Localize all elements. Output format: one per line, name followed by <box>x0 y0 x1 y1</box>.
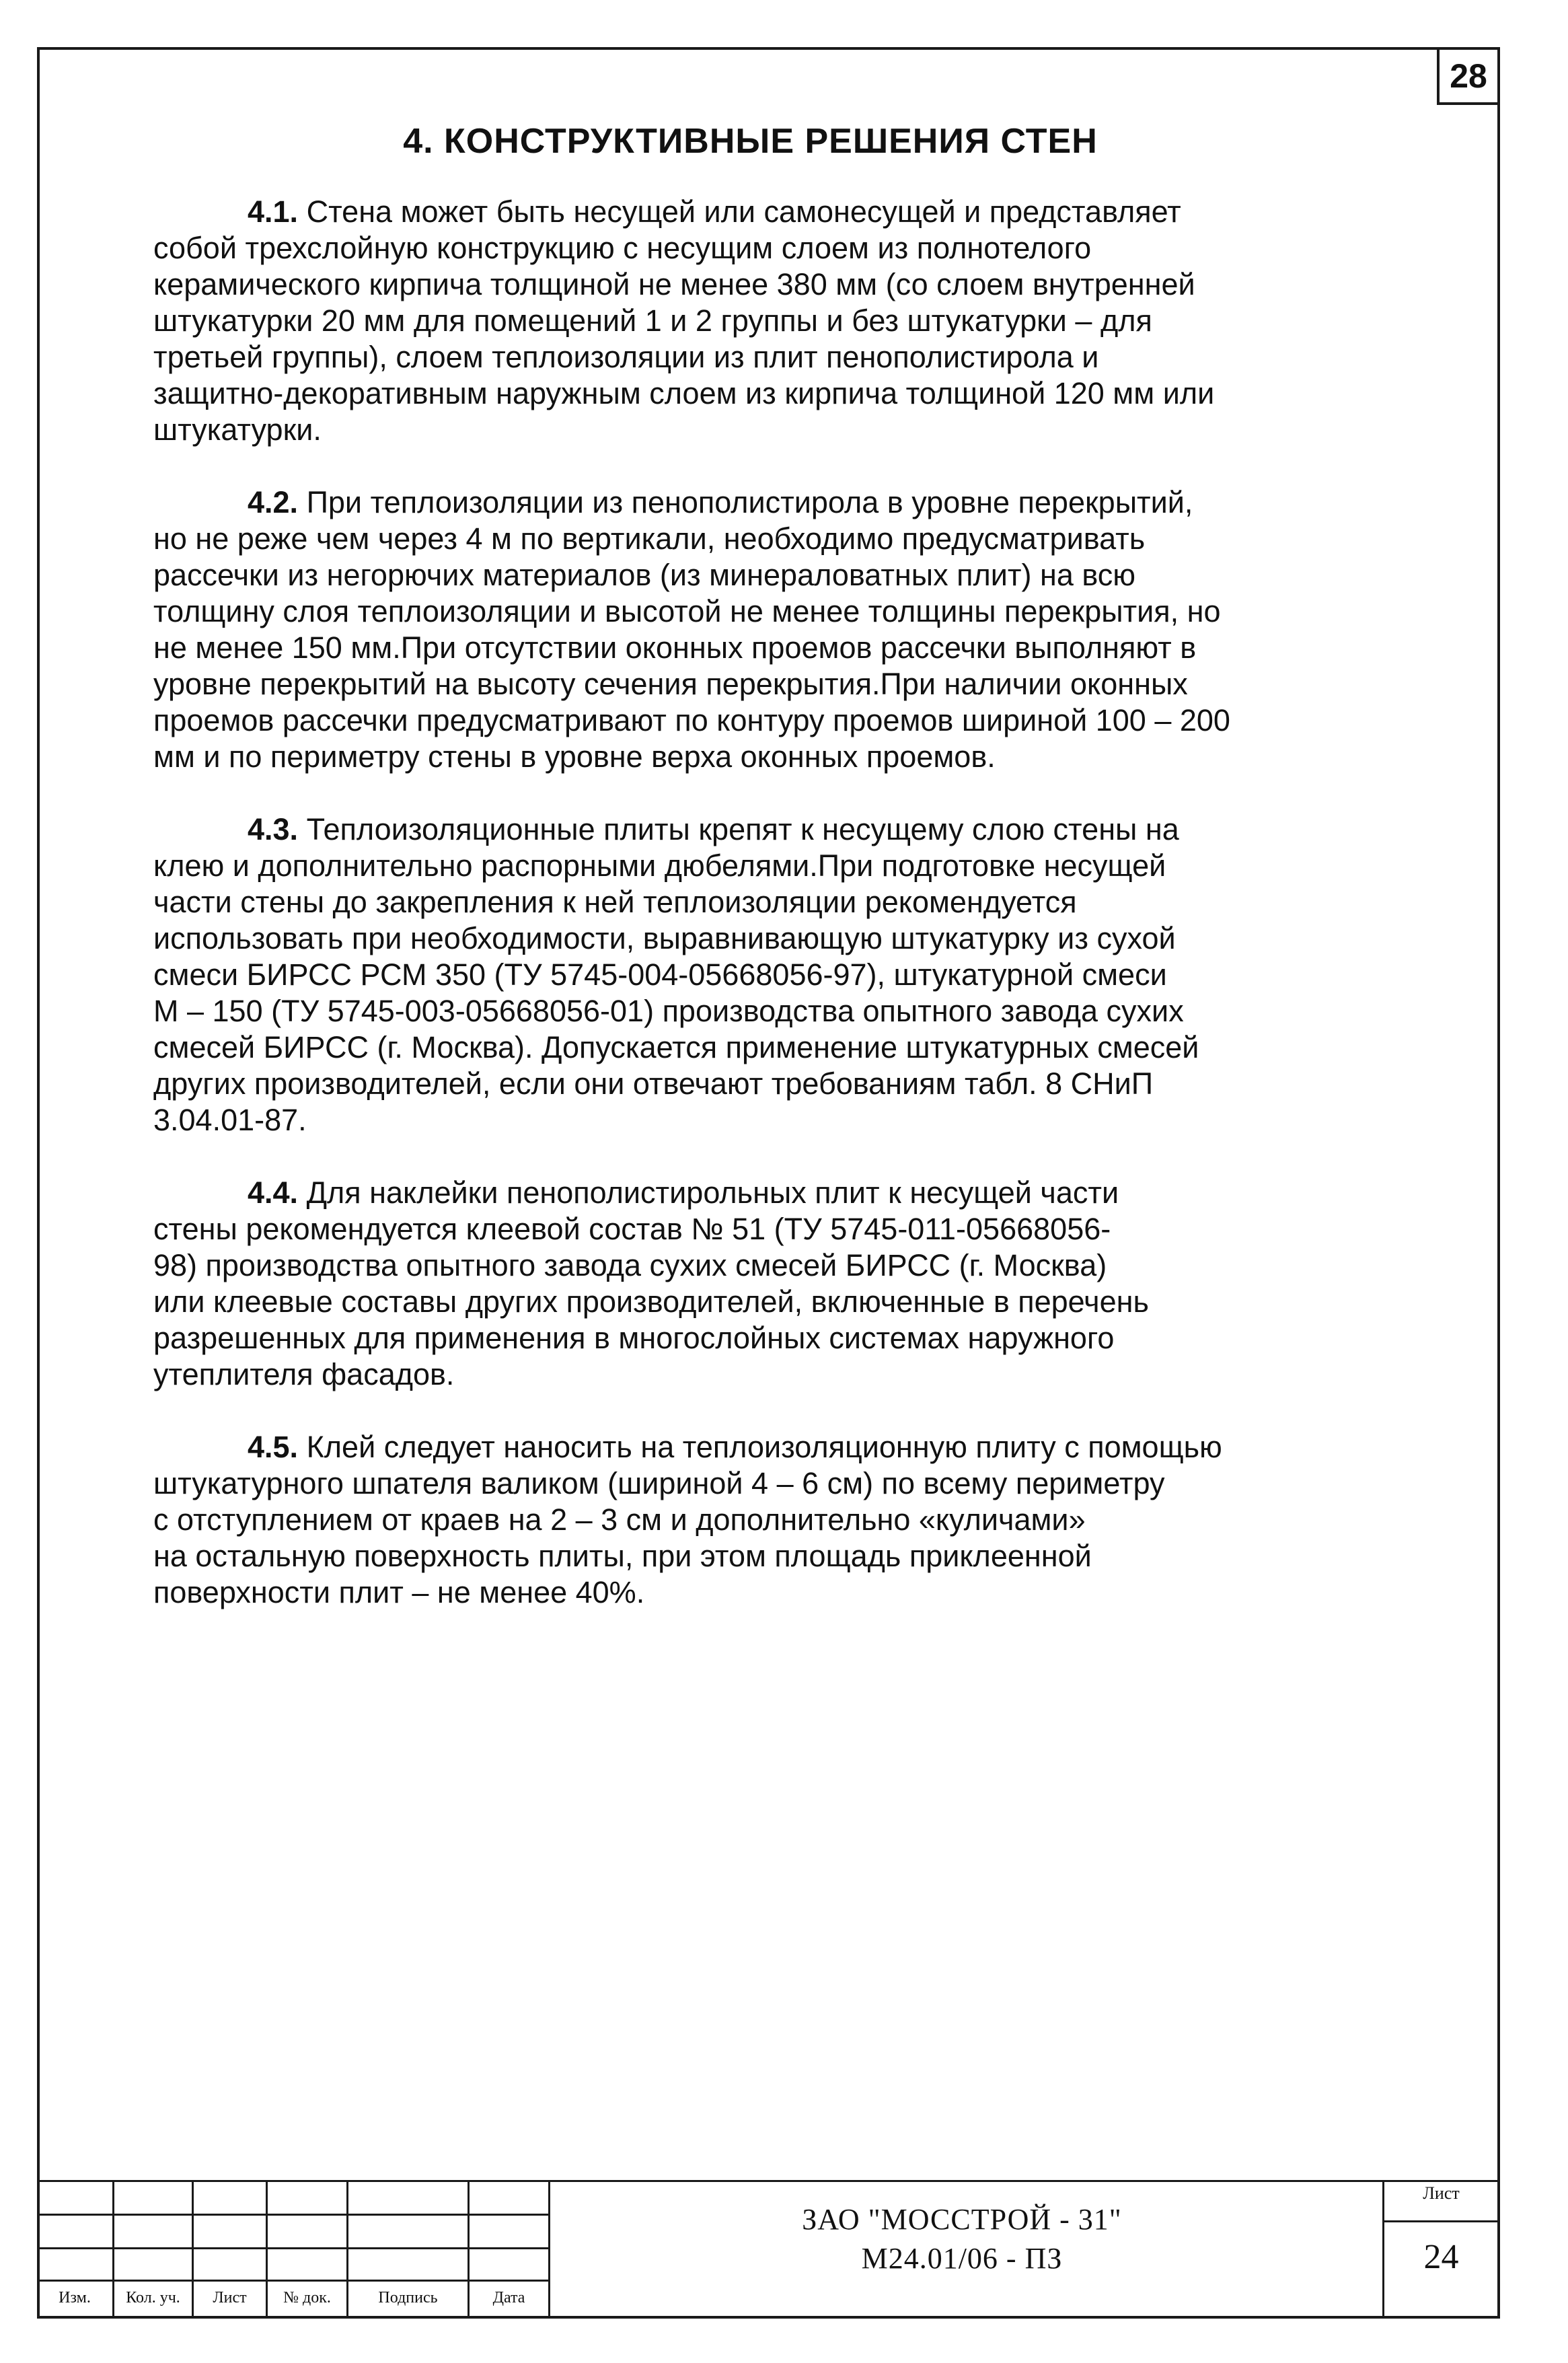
paragraph-line <box>153 194 1357 230</box>
paragraph-text: Стена может быть несущей или самонесущей и представляет <box>298 194 1181 229</box>
paragraph-line: использовать при необходимости, выравнивающую штукатурку из сухой <box>153 921 1176 955</box>
paragraph-number: 4.2. <box>248 485 299 519</box>
paragraph-line: толщину слоя теплоизоляции и высотой не менее толщины перекрытия, но <box>153 594 1221 628</box>
paragraph-line: М – 150 (ТУ 5745-003-05668056-01) производства опытного завода сухих <box>153 994 1184 1028</box>
paragraph-line: штукатурки 20 мм для помещений 1 и 2 группы и без штукатурки – для <box>153 303 1152 338</box>
sheet-number: 24 <box>1423 2238 1459 2276</box>
paragraph-line <box>153 811 1357 848</box>
sheet-label: Лист <box>1423 2183 1460 2203</box>
paragraph-line <box>153 484 1357 521</box>
paragraph-number: 4.4. <box>248 1175 299 1210</box>
paragraph-line: клею и дополнительно распорными дюбелями.При подготовке несущей <box>153 848 1166 883</box>
paragraph-text: Для наклейки пенополистирольных плит к несущей части <box>298 1175 1119 1210</box>
col-signature: Подпись <box>378 2288 438 2306</box>
paragraph-line: но не реже чем через 4 м по вертикали, необходимо предусматривать <box>153 521 1146 556</box>
paragraph-line: защитно-декоративным наружным слоем из кирпича толщиной 120 мм или <box>153 376 1215 410</box>
paragraph-line: мм и по периметру стены в уровне верха оконных проемов. <box>153 739 996 774</box>
paragraph-line: части стены до закрепления к ней теплоизоляции рекомендуется <box>153 885 1077 919</box>
title-block <box>37 2180 1500 2319</box>
paragraph-line: других производителей, если они отвечают требованиям табл. 8 СНиП <box>153 1066 1154 1101</box>
paragraph <box>153 1429 1357 1611</box>
paragraph-number: 4.5. <box>248 1430 299 1464</box>
paragraph-line: 98) производства опытного завода сухих смесей БИРСС (г. Москва) <box>153 1248 1107 1282</box>
paragraph-line: стены рекомендуется клеевой состав № 51 (ТУ 5745-011-05668056- <box>153 1212 1111 1246</box>
paragraph-line: или клеевые составы других производителей, включенные в перечень <box>153 1284 1149 1319</box>
paragraph-line: смесей БИРСС (г. Москва). Допускается применение штукатурных смесей <box>153 1030 1199 1064</box>
paragraph-line: смеси БИРСС РСМ 350 (ТУ 5745-004-05668056-97), штукатурной смеси <box>153 957 1167 992</box>
paragraph-line: утеплителя фасадов. <box>153 1357 455 1391</box>
paragraph-line: третьей группы), слоем теплоизоляции из плит пенополистирола и <box>153 340 1099 374</box>
paragraph <box>153 1175 1357 1393</box>
paragraph-text: Теплоизоляционные плиты крепят к несущему слою стены на <box>298 812 1179 846</box>
paragraph-line: разрешенных для применения в многослойных системах наружного <box>153 1321 1115 1355</box>
paragraph-number: 4.1. <box>248 194 299 229</box>
paragraph-line: штукатурки. <box>153 412 322 447</box>
paragraph <box>153 194 1357 448</box>
organization-block <box>548 2200 1376 2278</box>
document-body <box>153 194 1357 1647</box>
paragraph-line: собой трехслойную конструкцию с несущим слоем из полнотелого <box>153 231 1092 265</box>
paragraph-line: уровне перекрытий на высоту сечения перекрытия.При наличии оконных <box>153 667 1188 701</box>
paragraph <box>153 811 1357 1138</box>
col-doc-num: № док. <box>283 2288 331 2306</box>
col-list: Лист <box>213 2288 247 2306</box>
organization-name: ЗАО "МОССТРОЙ - 31" <box>802 2203 1122 2236</box>
col-date: Дата <box>492 2288 525 2306</box>
paragraph-line: не менее 150 мм.При отсутствии оконных проемов рассечки выполняют в <box>153 630 1197 665</box>
section-title: 4. КОНСТРУКТИВНЫЕ РЕШЕНИЯ СТЕН <box>403 122 1098 161</box>
paragraph-line: рассечки из негорючих материалов (из минераловатных плит) на всю <box>153 558 1136 592</box>
paragraph-number: 4.3. <box>248 812 299 846</box>
paragraph-line: поверхности плит – не менее 40%. <box>153 1575 645 1609</box>
paragraph-text: При теплоизоляции из пенополистирола в уровне перекрытий, <box>298 485 1193 519</box>
paragraph <box>153 484 1357 775</box>
paragraph-line: штукатурного шпателя валиком (шириной 4 – 6 см) по всему периметру <box>153 1466 1165 1500</box>
paragraph-line <box>153 1175 1357 1211</box>
paragraph-text: Клей следует наносить на теплоизоляционную плиту с помощью <box>298 1430 1222 1464</box>
paragraph-line: 3.04.01-87. <box>153 1103 307 1137</box>
paragraph-line: керамического кирпича толщиной не менее 380 мм (со слоем внутренней <box>153 267 1195 301</box>
col-izm: Изм. <box>59 2288 91 2306</box>
paragraph-line: проемов рассечки предусматривают по контуру проемов шириной 100 – 200 <box>153 703 1230 737</box>
page-number: 28 <box>1437 47 1500 105</box>
paragraph-line <box>153 1429 1357 1465</box>
document-code: М24.01/06 - ПЗ <box>861 2242 1063 2275</box>
paragraph-line: на остальную поверхность плиты, при этом площадь приклеенной <box>153 1539 1092 1573</box>
col-kol-uch: Кол. уч. <box>126 2288 180 2306</box>
paragraph-line: с отступлением от краев на 2 – 3 см и дополнительно «куличами» <box>153 1502 1086 1537</box>
